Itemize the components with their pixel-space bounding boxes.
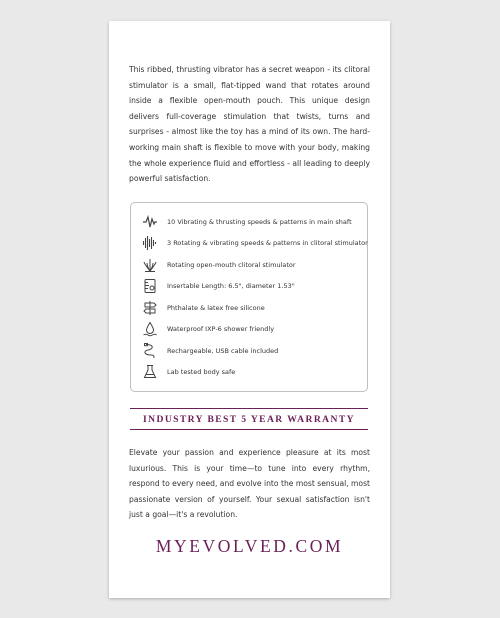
feature-label: 10 Vibrating & thrusting speeds & patterns in main shaft <box>167 218 352 226</box>
feature-label: 3 Rotating & vibrating speeds & patterns in clitoral stimulator <box>167 239 368 247</box>
product-card <box>109 21 390 598</box>
website-link[interactable]: MYEVOLVED.COM <box>155 536 344 556</box>
feature-label: Insertable Length: 6.5", diameter 1.53" <box>167 282 295 290</box>
signpost-icon <box>141 299 159 317</box>
warranty-rule-bottom <box>130 429 368 430</box>
feature-label: Rotating open-mouth clitoral stimulator <box>167 261 296 269</box>
intro-paragraph: This ribbed, thrusting vibrator has a secret weapon - its clitoral stimulator is a small, flat-tipped wand that rotates around inside a flexible open-mouth pouch. This unique design delivers full-coverage stimulation that twists, turns and surprises - almost like the toy has a mind of its own. The hard-working main shaft is flexible to move with your body, making the whole experience fluid and effortless - all leading to deeply powerful satisfaction. <box>129 65 370 184</box>
features-box <box>130 202 368 392</box>
cable-icon <box>141 342 159 360</box>
water-drop-icon <box>141 320 159 338</box>
feature-item <box>141 363 235 381</box>
feature-item <box>141 234 368 252</box>
flask-icon <box>141 363 159 381</box>
feature-item <box>141 299 265 317</box>
warranty-banner: INDUSTRY BEST 5 YEAR WARRANTY <box>143 414 355 425</box>
warranty-rule-top <box>130 408 368 409</box>
waveform-icon <box>141 213 159 231</box>
feature-item <box>141 256 296 274</box>
feature-item <box>141 320 274 338</box>
feature-item <box>141 213 352 231</box>
feature-item <box>141 342 278 360</box>
outro-paragraph: Elevate your passion and experience pleasure at its most luxurious. This is your time—to tune into every rhythm, respond to every need, and evolve into the most sensual, most passionate version of yourself. Your sexual satisfaction isn't just a goal—it's a revolution. <box>129 448 371 520</box>
soundbars-icon <box>141 234 159 252</box>
feature-label: Waterproof IXP-6 shower friendly <box>167 325 275 333</box>
feature-item <box>141 277 295 295</box>
ruler-icon <box>141 277 159 295</box>
feature-label: Lab tested body safe <box>167 368 236 376</box>
flower-icon <box>141 256 159 274</box>
feature-label: Phthalate & latex free silicone <box>167 304 265 312</box>
feature-label: Rechargeable, USB cable included <box>167 347 279 355</box>
